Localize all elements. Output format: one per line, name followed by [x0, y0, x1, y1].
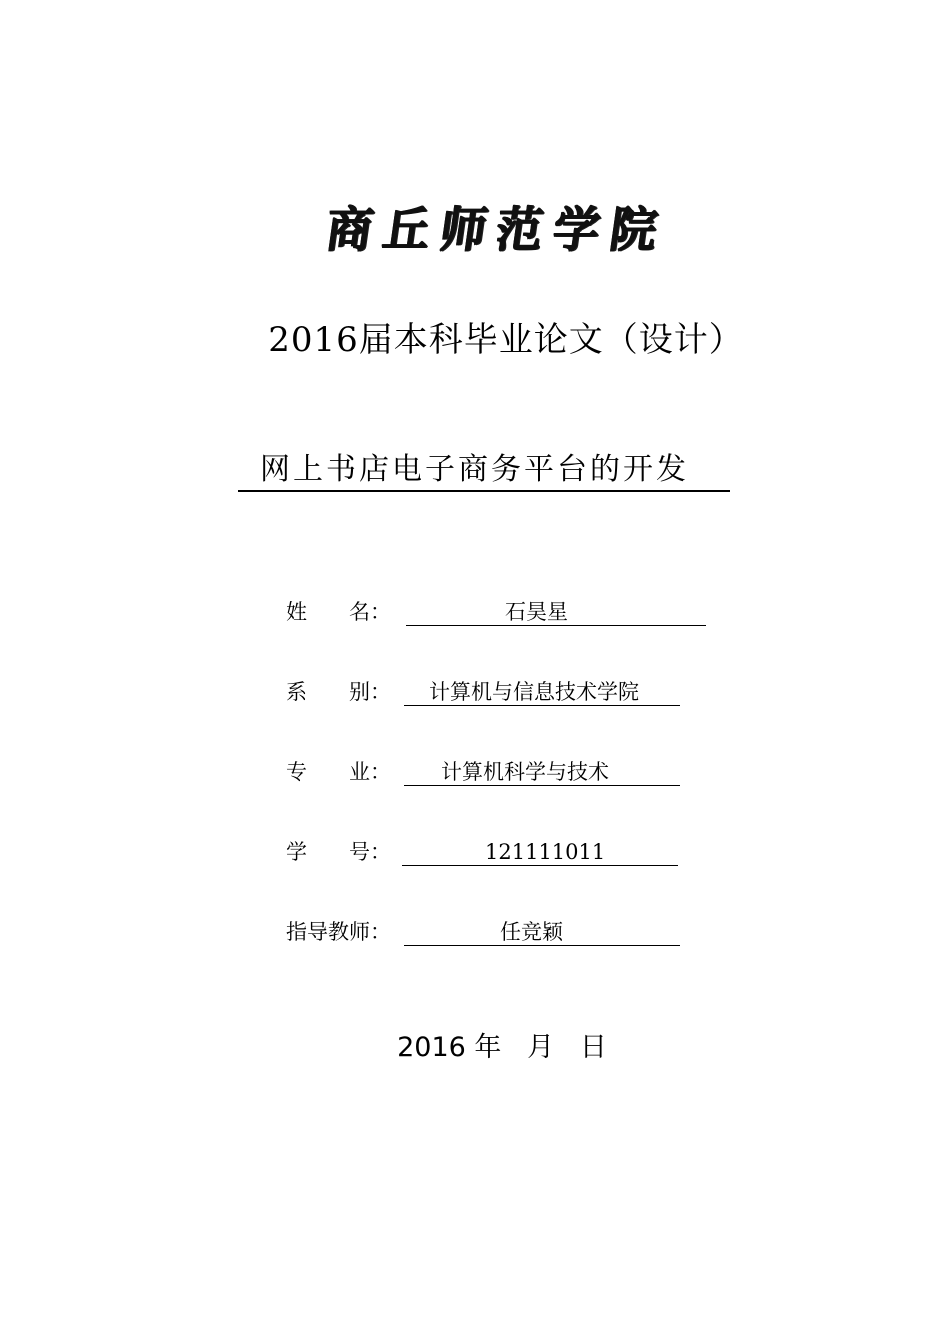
field-value: 石昊星 [505, 600, 568, 624]
project-title: 网上书店电子商务平台的开发 [260, 452, 689, 487]
field-value: 计算机与信息技术学院 [429, 680, 639, 704]
thesis-title: 2016届本科毕业论文（设计） [268, 320, 744, 360]
logo-char: 商 [322, 200, 376, 258]
field-label: 学 号： [286, 840, 391, 864]
field-value: 计算机科学与技术 [441, 760, 609, 784]
field-label: 专 业： [286, 760, 391, 784]
field-label: 姓 名： [286, 600, 391, 624]
project-title-underline [238, 450, 730, 492]
field-label: 指导教师： [286, 920, 391, 944]
school-calligraphy-logo [322, 196, 660, 262]
logo-char: 学 [549, 200, 604, 258]
field-label: 系 别： [286, 680, 391, 704]
field-value: 任竞颖 [500, 920, 563, 944]
date-line: 2016 年 月 日 [397, 1032, 607, 1063]
logo-char: 师 [435, 200, 490, 258]
logo-char: 院 [606, 200, 660, 258]
field-value: 121111011 [485, 840, 606, 864]
logo-char: 丘 [378, 200, 433, 258]
logo-char: 范 [492, 200, 547, 258]
